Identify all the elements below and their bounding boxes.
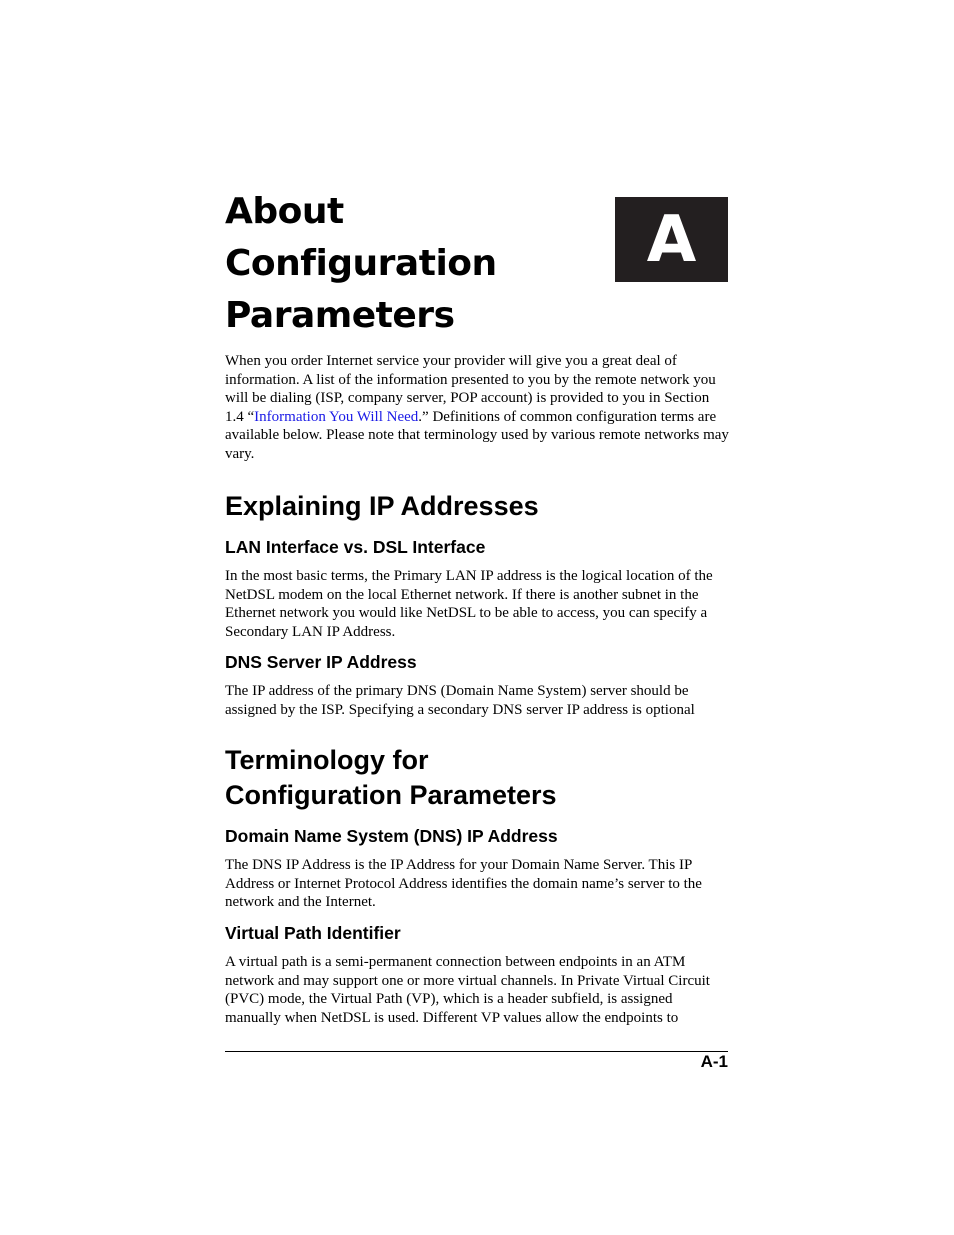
chapter-title-line-2: Configuration [225, 243, 497, 284]
paragraph-dns-ip-address: The DNS IP Address is the IP Address for your Domain Name Server. This IP Address or Internet Protocol Address identifies the domain name’s server to the network and the Internet. [225, 857, 702, 911]
paragraph-lan-vs-dsl: In the most basic terms, the Primary LAN IP address is the logical location of the NetDSL modem on the local Ethernet network. If there is another subnet in the Ethernet network you would like NetDSL to be able to access, you can specify a Secondary LAN IP Address. [225, 568, 713, 640]
subheading-lan-vs-dsl: LAN Interface vs. DSL Interface [225, 537, 486, 557]
paragraph-dns-server-ip: The IP address of the primary DNS (Domain Name System) server should be assigned by the ISP. Specifying a secondary DNS server IP address is optional [225, 683, 695, 718]
intro-text-after-link: .” Definitions of common configuration terms are available below. Please note that terminology used by various remote networks may vary. [225, 408, 729, 462]
footer-rule [225, 1051, 728, 1052]
intro-paragraph [225, 352, 730, 464]
chapter-title-line-3: Parameters [225, 295, 455, 336]
information-you-will-need-link[interactable]: Information You Will Need [254, 408, 419, 425]
section-heading-explaining-ip: Explaining IP Addresses [225, 491, 539, 521]
page-number: A-1 [700, 1052, 728, 1071]
chapter-title [225, 186, 605, 342]
paragraph-virtual-path-identifier: A virtual path is a semi-permanent connection between endpoints in an ATM network and may support one or more virtual channels. In Private Virtual Circuit (PVC) mode, the Virtual Path (VP), which is a header subfield, is assigned manually when NetDSL is used. Different VP values allow the endpoints to [225, 954, 710, 1026]
subheading-dns-ip-address: Domain Name System (DNS) IP Address [225, 826, 558, 846]
chapter-title-line-1: About [225, 191, 344, 232]
section-heading-terminology-line-1: Terminology for [225, 745, 429, 775]
subheading-dns-server-ip: DNS Server IP Address [225, 652, 417, 672]
section-heading-terminology [225, 743, 730, 813]
section-heading-terminology-line-2: Configuration Parameters [225, 780, 557, 810]
intro-text-before-link: When you order Internet service your provider will give you a great deal of information. A list of the information presented to you by the remote network you will be dialing (ISP, company server, POP account) is provided to you in Section 1.4 “ [225, 353, 716, 425]
subheading-virtual-path-identifier: Virtual Path Identifier [225, 923, 401, 943]
chapter-letter-badge: A [615, 197, 728, 282]
